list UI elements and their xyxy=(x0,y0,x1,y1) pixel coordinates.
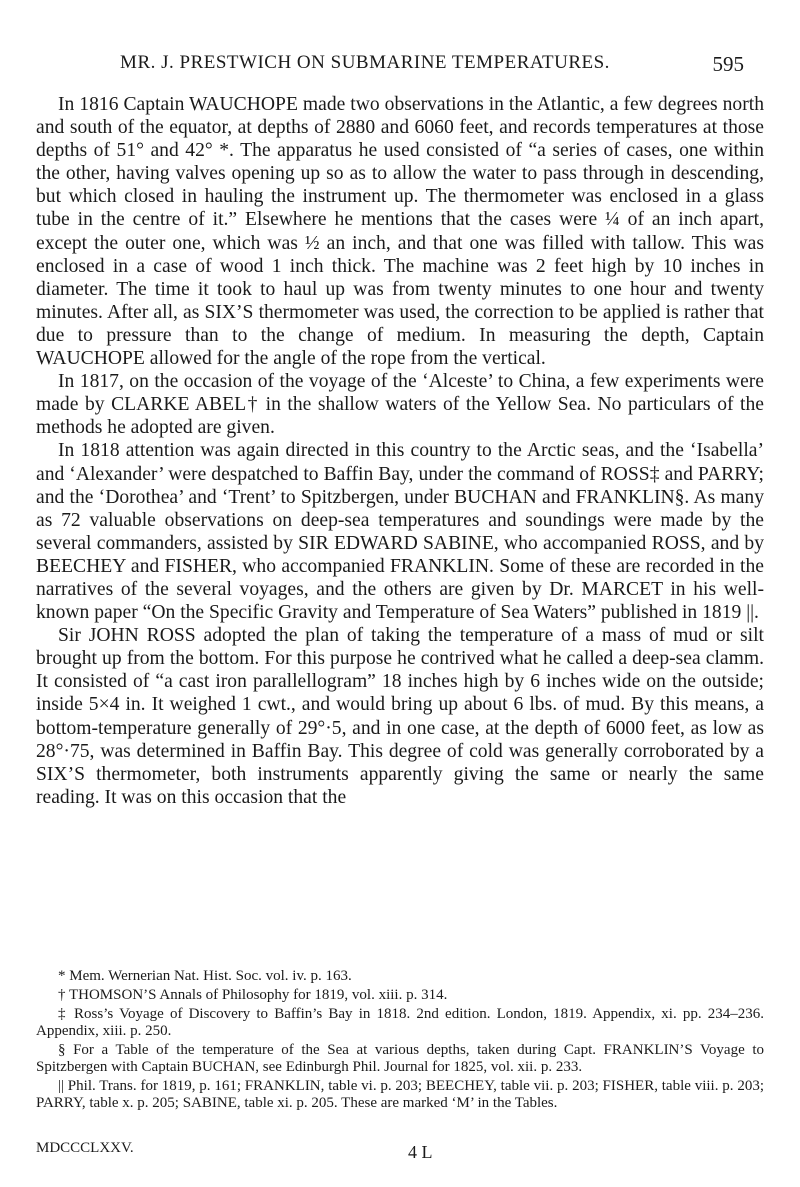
page-number: 595 xyxy=(712,52,744,76)
footnote: || Phil. Trans. for 1819, p. 161; FRANKLIN, table vi. p. 203; BEECHEY, table vii. p. 203; FISHER, table viii. p. 203; PARRY, table x. p. 205; SABINE, table xi. p. 205. These are marked ‘M’ in the Tables. xyxy=(36,1078,764,1111)
footnote: § For a Table of the temperature of the Sea at various depths, taken during Capt. FRANKLIN’S Voyage to Spitzbergen with Captain BUCHAN, see Edinburgh Phil. Journal for 1825, vol. xii. p. 233. xyxy=(36,1042,764,1075)
page-footer xyxy=(36,1140,764,1162)
paragraph: In 1816 Captain WAUCHOPE made two observations in the Atlantic, a few degrees north and south of the equator, at depths of 2880 and 6060 feet, and records temperatures at those depths of 51° and 42° *. The apparatus he used consisted of “a series of cases, one within the other, having valves opening up so as to allow the water to pass through in descending, but which closed in hauling the instrument up. The thermometer was enclosed in a glass tube in the centre of it.” Elsewhere he mentions that the cases were ¼ of an inch apart, except the outer one, which was ½ an inch, and that one was filled with tallow. This was enclosed in a case of wood 1 inch thick. The machine was 2 feet high by 10 inches in diameter. The time it took to haul up was from twenty minutes to one hour and twenty minutes. After all, as SIX’S thermometer was used, the correction to be applied is rather that due to pressure than to the change of medium. In measuring the depth, Captain WAUCHOPE allowed for the angle of the rope from the vertical. xyxy=(36,94,764,370)
running-title: MR. J. PRESTWICH ON SUBMARINE TEMPERATURES. xyxy=(120,52,610,73)
series-mark: MDCCCLXXV. xyxy=(36,1140,134,1156)
body-text xyxy=(36,93,764,809)
footnote: ‡ Ross’s Voyage of Discovery to Baffin’s Bay in 1818. 2nd edition. London, 1819. Appendix, xi. pp. 234–236. Appendix, xiii. p. 250. xyxy=(36,1006,764,1039)
paragraph: In 1818 attention was again directed in this country to the Arctic seas, and the ‘Isabella’ and ‘Alexander’ were despatched to Baffin Bay, under the command of ROSS‡ and PARRY; and the ‘Dorothea’ and ‘Trent’ to Spitzbergen, under BUCHAN and FRANKLIN§. As many as 72 valuable observations on deep-sea temperatures and soundings were made by the several commanders, assisted by SIR EDWARD SABINE, who accompanied ROSS, and by BEECHEY and FISHER, who accompanied FRANKLIN. Some of these are recorded in the narratives of the several voyages, and the others are given by Dr. MARCET in his well-known paper “On the Specific Gravity and Temperature of Sea Waters” published in 1819 ||. xyxy=(36,440,764,624)
footnote: * Mem. Wernerian Nat. Hist. Soc. vol. iv. p. 163. xyxy=(58,968,352,984)
paragraph: Sir JOHN ROSS adopted the plan of taking the temperature of a mass of mud or silt brought up from the bottom. For this purpose he contrived what he called a deep-sea clamm. It consisted of “a cast iron parallellogram” 18 inches high by 6 inches wide on the outside; inside 5×4 in. It weighed 1 cwt., and would bring up about 6 lbs. of mud. By this means, a bottom-temperature generally of 29°·5, and in one case, at the depth of 6000 feet, as low as 28°·75, was determined in Baffin Bay. This degree of cold was generally corroborated by a SIX’S thermometer, both instruments apparently giving the same or nearly the same reading. It was on this occasion that the xyxy=(36,625,764,808)
footnotes xyxy=(36,968,764,1114)
footnote: † THOMSON’S Annals of Philosophy for 1819, vol. xiii. p. 314. xyxy=(58,987,448,1003)
paragraph: In 1817, on the occasion of the voyage of the ‘Alceste’ to China, a few experiments were made by CLARKE ABEL† in the shallow waters of the Yellow Sea. No particulars of the methods he adopted are given. xyxy=(36,371,764,439)
signature-mark: 4 L xyxy=(408,1142,433,1162)
